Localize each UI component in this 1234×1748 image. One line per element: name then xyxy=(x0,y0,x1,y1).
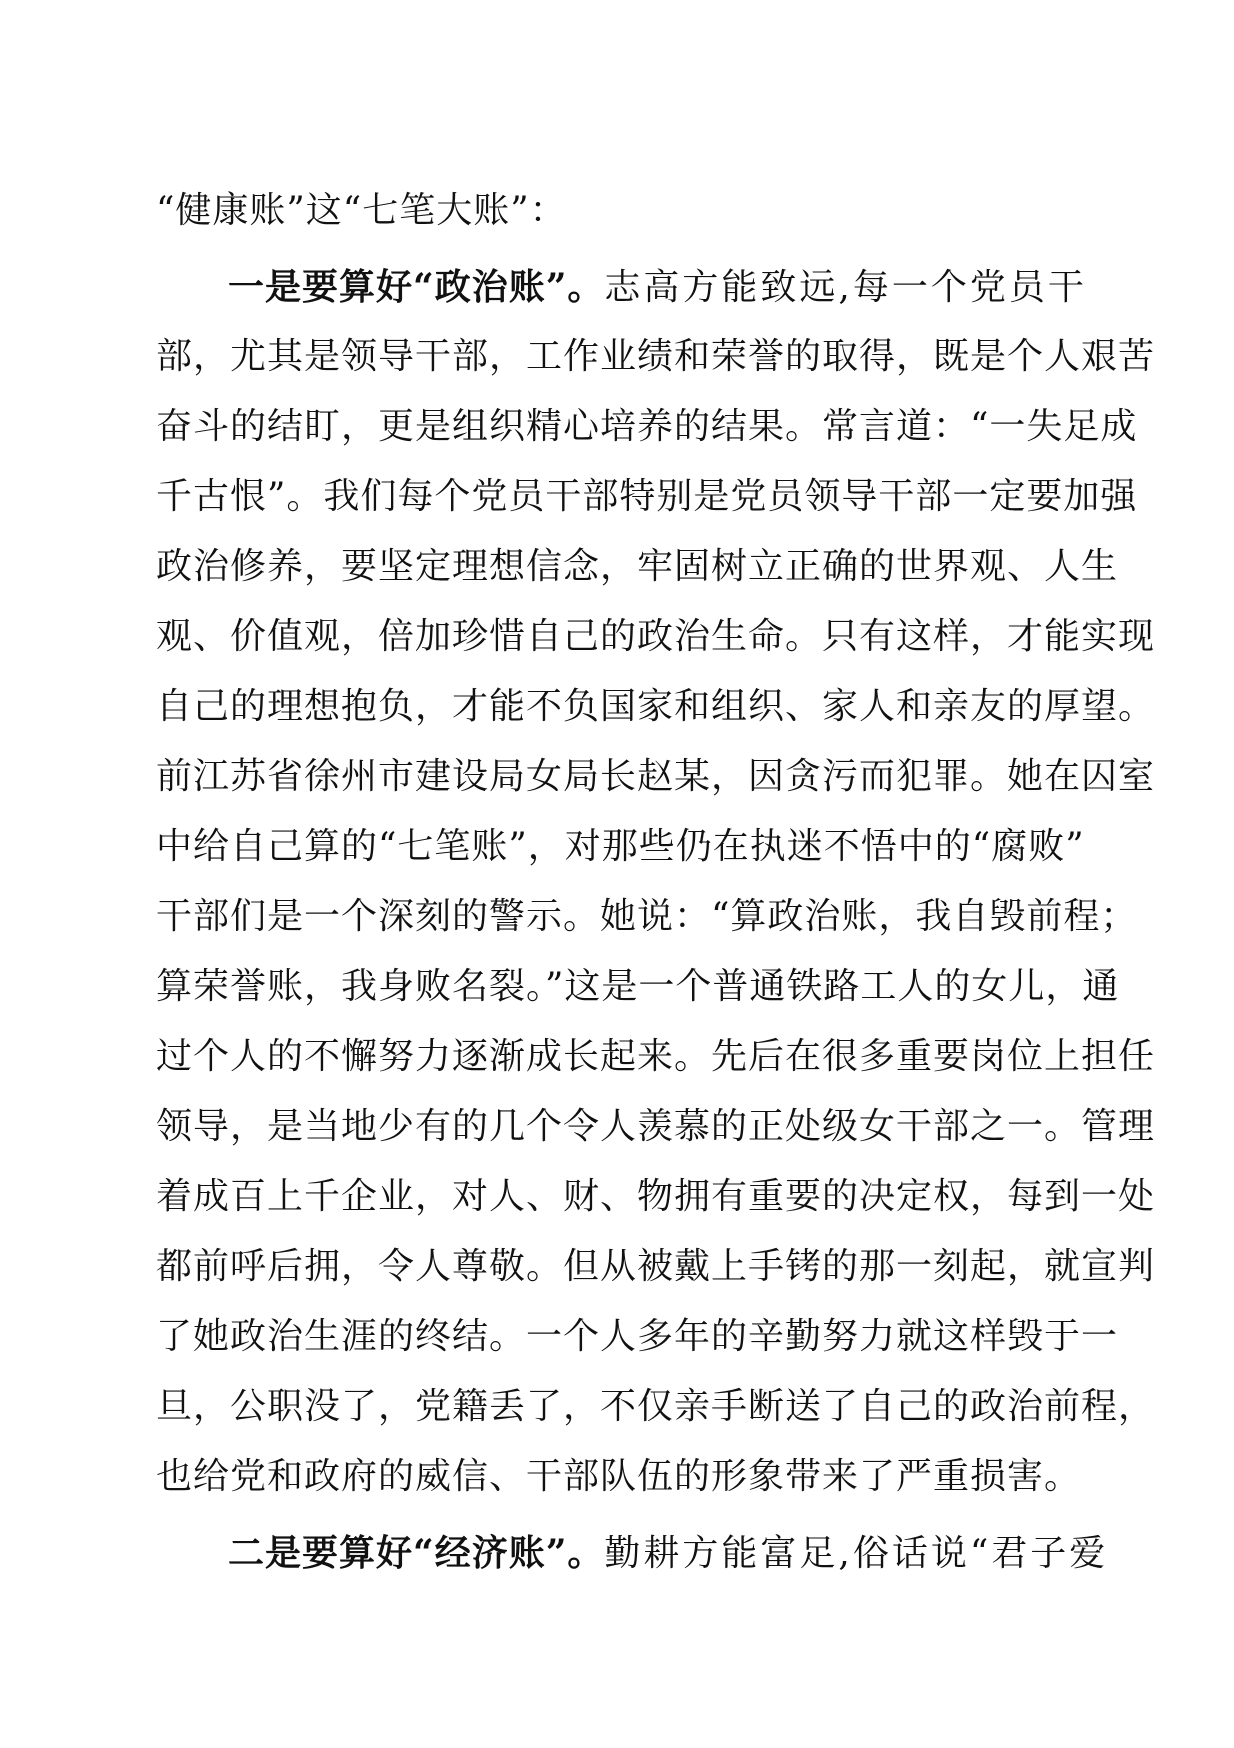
paragraph-1-line: 着成百上千企业，对人、财、物拥有重要的决定权，每到一处 xyxy=(156,1176,1156,1217)
paragraph-2-opening-text: 勤耕方能富足,俗话说“君子爱 xyxy=(604,1533,1109,1574)
paragraph-1-line: 过个人的不懈努力逐渐成长起来。先后在很多重要岗位上担任 xyxy=(156,1036,1156,1077)
paragraph-1-line: 了她政治生涯的终结。一个人多年的辛勤努力就这样毁于一 xyxy=(156,1316,1119,1357)
paragraph-1-first-line xyxy=(156,252,1087,322)
intro-line: “健康账”这“七笔大账”： xyxy=(156,190,567,231)
paragraph-1-line: 部，尤其是领导干部，工作业绩和荣誉的取得，既是个人艰苦 xyxy=(156,336,1156,377)
paragraph-1-opening-text: 志高方能致远,每一个党员干 xyxy=(604,267,1087,308)
paragraph-2-first-line xyxy=(156,1518,1109,1588)
paragraph-1-line: 干部们是一个深刻的警示。她说：“算政治账，我自毁前程； xyxy=(156,896,1138,937)
document-body xyxy=(156,176,1156,1588)
section-2-heading: 二是要算好“经济账”。 xyxy=(228,1532,605,1574)
paragraph-1-line: 旦，公职没了，党籍丢了，不仅亲手断送了自己的政治前程， xyxy=(156,1386,1156,1427)
section-1-heading: 一是要算好“政治账”。 xyxy=(228,266,605,308)
paragraph-1-line: 都前呼后拥，令人尊敬。但从被戴上手铐的那一刻起，就宣判 xyxy=(156,1246,1156,1287)
paragraph-1-line: 算荣誉账，我身败名裂。”这是一个普通铁路工人的女儿，通 xyxy=(156,966,1120,1007)
paragraph-1-line: 也给党和政府的威信、干部队伍的形象带来了严重损害。 xyxy=(156,1456,1082,1497)
paragraph-1-line: 中给自己算的“七笔账”，对那些仍在执迷不悟中的“腐败” xyxy=(156,826,1085,867)
paragraph-1-line: 自己的理想抱负，才能不负国家和组织、家人和亲友的厚望。 xyxy=(156,686,1156,727)
paragraph-1-line: 领导，是当地少有的几个令人羡慕的正处级女干部之一。管理 xyxy=(156,1106,1156,1147)
paragraph-1-line: 政治修养，要坚定理想信念，牢固树立正确的世界观、人生 xyxy=(156,546,1119,587)
paragraph-1-line: 观、价值观，倍加珍惜自己的政治生命。只有这样，才能实现 xyxy=(156,616,1156,657)
paragraph-1-line: 奋斗的结盯，更是组织精心培养的结果。常言道：“一失足成 xyxy=(156,406,1138,447)
paragraph-1-line: 千古恨”。我们每个党员干部特别是党员领导干部一定要加强 xyxy=(156,476,1138,517)
paragraph-1-line: 前江苏省徐州市建设局女局长赵某，因贪污而犯罪。她在囚室 xyxy=(156,756,1156,797)
